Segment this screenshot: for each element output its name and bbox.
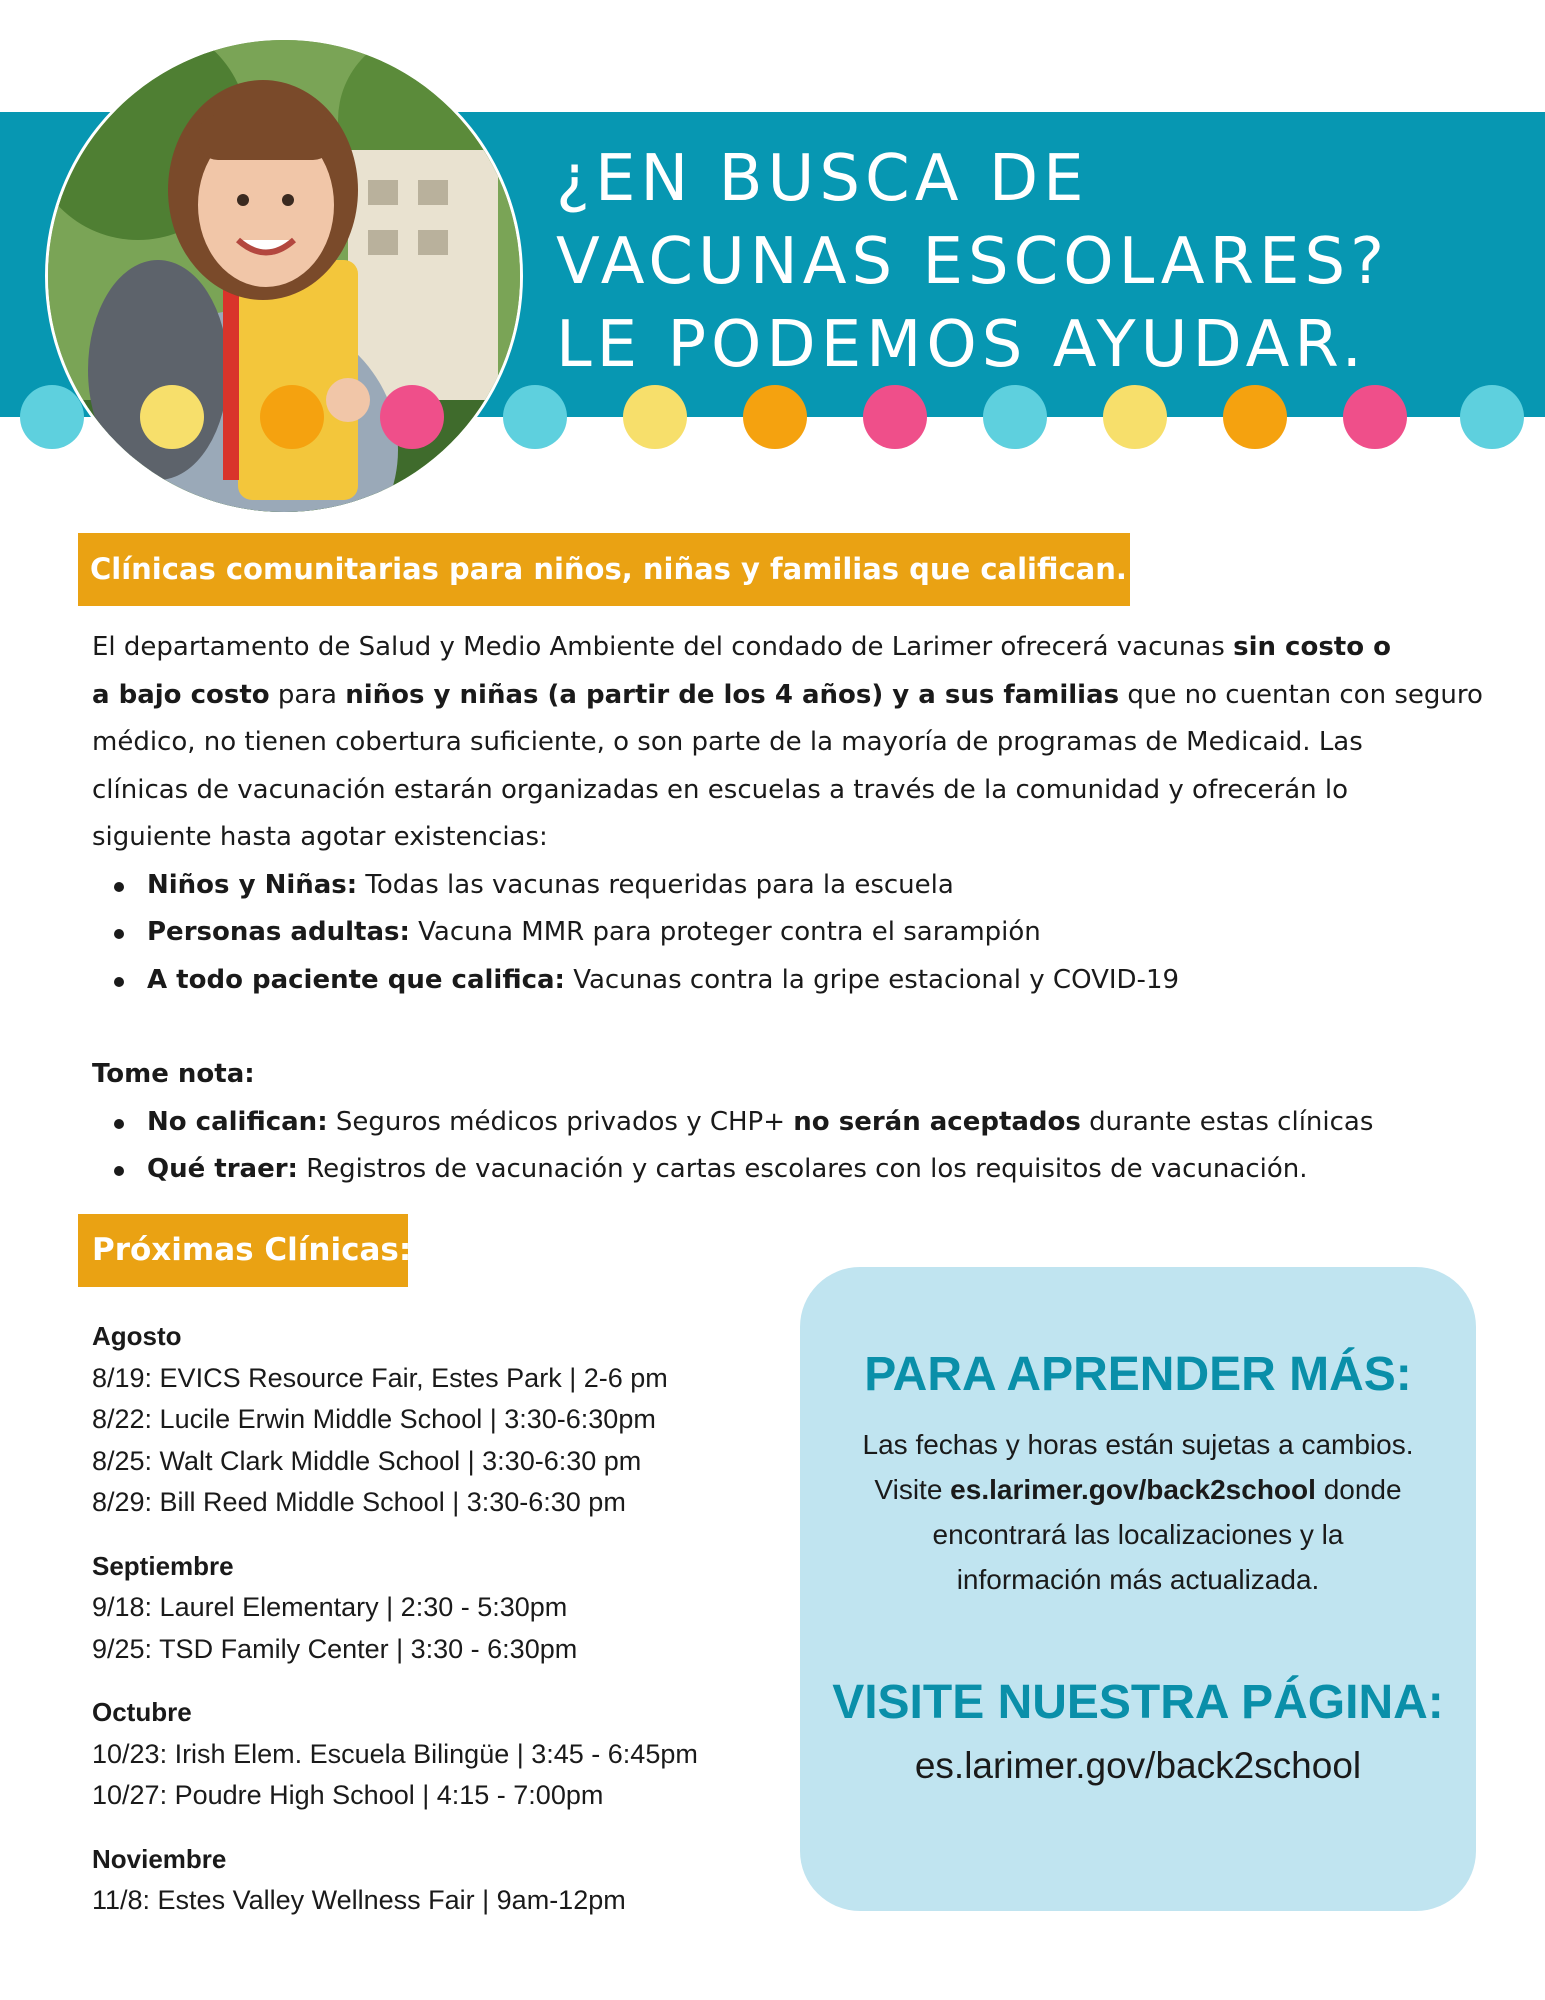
headline-line-3: LE PODEMOS AYUDAR. bbox=[556, 308, 1367, 382]
intro-line bbox=[92, 672, 1492, 720]
decorative-dot bbox=[1103, 385, 1167, 449]
month-heading: Noviembre bbox=[92, 1843, 227, 1874]
clinic-entry: 8/29: Bill Reed Middle School | 3:30-6:30 pm bbox=[92, 1487, 626, 1517]
clinic-entry: 8/25: Walt Clark Middle School | 3:30-6:30 pm bbox=[92, 1445, 642, 1476]
decorative-dot bbox=[1343, 385, 1407, 449]
bold-text: Qué traer: bbox=[147, 1154, 298, 1184]
clinic-entry: 10/27: Poudre High School | 4:15 - 7:00pm bbox=[92, 1780, 604, 1810]
intro-paragraph bbox=[92, 624, 1492, 862]
text: durante estas clínicas bbox=[1080, 1106, 1374, 1137]
decorative-dot bbox=[1460, 385, 1524, 449]
learn-more-box bbox=[800, 1267, 1476, 1911]
learn-more-visit-label: Visite bbox=[874, 1474, 951, 1505]
intro-line bbox=[92, 814, 1492, 862]
decorative-dot bbox=[380, 385, 444, 449]
clinic-entry: 11/8: Estes Valley Wellness Fair | 9am-12pm bbox=[92, 1885, 626, 1915]
bold-text: No califican: bbox=[147, 1106, 328, 1137]
text: médico, no tienen cobertura suficiente, o son parte de la mayoría de programas de Medicaid. Las bbox=[92, 727, 1363, 757]
notes-list bbox=[92, 1099, 1492, 1194]
intro-line bbox=[92, 719, 1492, 767]
text: El departamento de Salud y Medio Ambiente del condado de Larimer ofrecerá vacunas bbox=[92, 632, 1234, 662]
text: Seguros médicos privados y CHP+ bbox=[327, 1106, 794, 1137]
note-title: Tome nota: bbox=[92, 1059, 255, 1089]
month-heading: Octubre bbox=[92, 1697, 192, 1727]
text: que no cuentan con seguro bbox=[1119, 679, 1483, 710]
text: Registros de vacunación y cartas escolares con los requisitos de vacunación. bbox=[297, 1154, 1308, 1184]
note-item bbox=[92, 1099, 1492, 1147]
clinic-entry: 10/23: Irish Elem. Escuela Bilingüe | 3:45 - 6:45pm bbox=[92, 1738, 698, 1769]
learn-more-where-label: donde bbox=[1315, 1474, 1402, 1505]
decorative-dot bbox=[623, 385, 687, 449]
schedule-month-group bbox=[92, 1692, 772, 1817]
learn-more-line-1: Las fechas y horas están sujetas a cambios. bbox=[862, 1429, 1414, 1460]
learn-more-link[interactable]: es.larimer.gov/back2school bbox=[950, 1474, 1316, 1505]
learn-more-line-4: información más actualizada. bbox=[956, 1564, 1320, 1595]
offer-text: Vacuna MMR para proteger contra el sarampión bbox=[409, 917, 1041, 947]
bold-text: sin costo o bbox=[1233, 632, 1391, 662]
decorative-dot bbox=[743, 385, 807, 449]
month-heading: Agosto bbox=[92, 1321, 182, 1351]
intro-line bbox=[92, 767, 1492, 815]
text: siguiente hasta agotar existencias: bbox=[92, 822, 548, 852]
offers-list bbox=[92, 862, 1492, 1005]
clinic-entry: 9/18: Laurel Elementary | 2:30 - 5:30pm bbox=[92, 1592, 568, 1622]
clinic-schedule bbox=[92, 1316, 772, 1944]
learn-more-line-3: encontrará las localizaciones y la bbox=[932, 1519, 1344, 1550]
decorative-dot bbox=[983, 385, 1047, 449]
decorative-dot bbox=[1223, 385, 1287, 449]
decorative-dot bbox=[503, 385, 567, 449]
offer-item bbox=[92, 862, 1492, 910]
schedule-section-tag: Próximas Clínicas: bbox=[78, 1214, 408, 1287]
offer-label: Niños y Niñas: bbox=[147, 869, 358, 900]
decorative-dot bbox=[863, 385, 927, 449]
text: para bbox=[269, 679, 346, 710]
offer-text: Todas las vacunas requeridas para la escuela bbox=[357, 869, 954, 900]
offer-label: Personas adultas: bbox=[147, 917, 410, 947]
bold-text: no serán aceptados bbox=[793, 1106, 1081, 1137]
offer-item bbox=[92, 909, 1492, 957]
text: clínicas de vacunación estarán organizadas en escuelas a través de la comunidad y ofrecerán lo bbox=[92, 774, 1348, 805]
learn-more-line-2 bbox=[820, 1467, 1456, 1512]
learn-more-text bbox=[820, 1422, 1456, 1602]
decorative-dot bbox=[140, 385, 204, 449]
visit-page-heading: VISITE NUESTRA PÁGINA: bbox=[832, 1676, 1444, 1729]
schedule-month-group bbox=[92, 1839, 772, 1922]
offer-text: Vacunas contra la gripe estacional y COVID-19 bbox=[564, 964, 1180, 995]
clinic-entry: 8/22: Lucile Erwin Middle School | 3:30-6:30pm bbox=[92, 1404, 656, 1434]
website-url-link[interactable]: es.larimer.gov/back2school bbox=[914, 1745, 1362, 1786]
decorative-dot bbox=[20, 385, 84, 449]
clinic-entry: 9/25: TSD Family Center | 3:30 - 6:30pm bbox=[92, 1633, 578, 1664]
headline-line-2: VACUNAS ESCOLARES? bbox=[556, 225, 1390, 299]
bold-text: niños y niñas (a partir de los 4 años) y a sus familias bbox=[345, 679, 1120, 710]
intro-section-tag: Clínicas comunitarias para niños, niñas y familias que califican. bbox=[78, 533, 1130, 606]
decorative-dot bbox=[260, 385, 324, 449]
headline bbox=[556, 138, 1516, 387]
headline-line-1: ¿EN BUSCA DE bbox=[556, 142, 1089, 216]
schedule-month-group bbox=[92, 1316, 772, 1524]
intro-section bbox=[92, 624, 1492, 1194]
learn-more-heading: PARA APRENDER MÁS: bbox=[864, 1348, 1412, 1401]
clinic-entry: 8/19: EVICS Resource Fair, Estes Park | 2-6 pm bbox=[92, 1362, 668, 1393]
schedule-month-group bbox=[92, 1546, 772, 1671]
note-item bbox=[92, 1146, 1492, 1194]
month-heading: Septiembre bbox=[92, 1550, 234, 1581]
bold-text: a bajo costo bbox=[92, 679, 270, 710]
intro-line bbox=[92, 624, 1492, 672]
offer-label: A todo paciente que califica: bbox=[147, 964, 565, 995]
offer-item bbox=[92, 957, 1492, 1005]
